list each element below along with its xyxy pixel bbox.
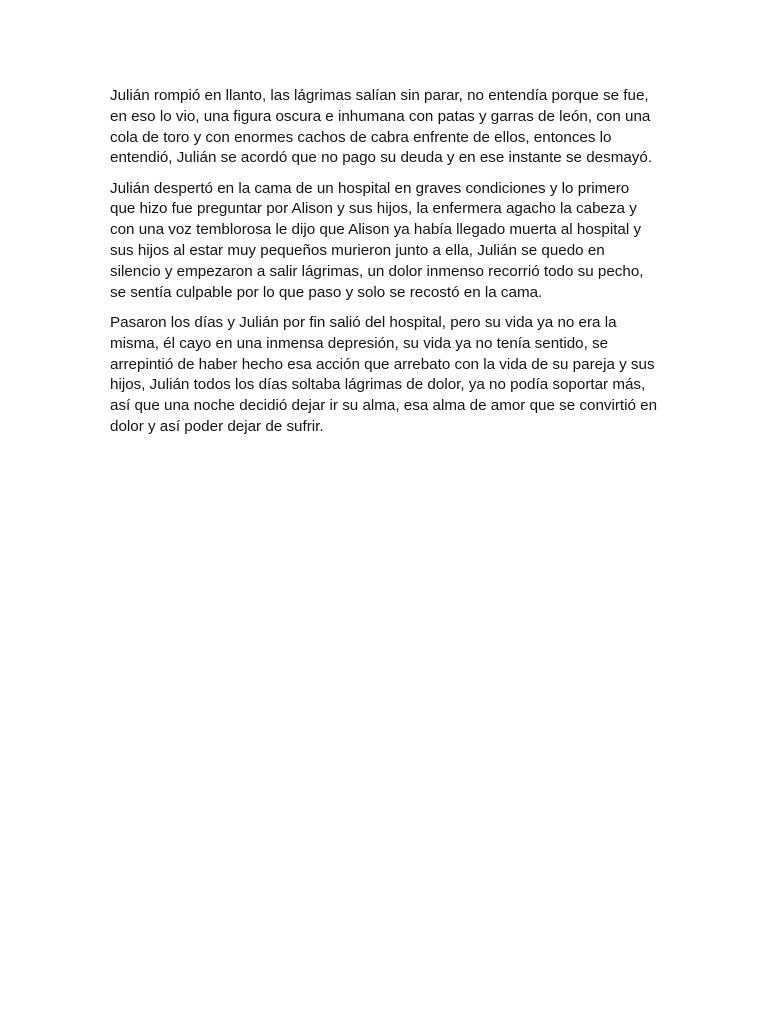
text-line: entendió, Julián se acordó que no pago su deuda y en ese instante se desmayó. — [110, 149, 653, 167]
text-line: así que una noche decidió dejar ir su alma, esa alma de amor que se convirtió en — [110, 397, 658, 415]
paragraph — [110, 86, 662, 169]
text-line: cola de toro y con enormes cachos de cabra enfrente de ellos, entonces lo — [110, 128, 612, 146]
text-line: con una voz temblorosa le dijo que Alison ya había llegado muerta al hospital y — [110, 221, 642, 239]
paragraph — [110, 179, 662, 304]
text-line: Pasaron los días y Julián por fin salió del hospital, pero su vida ya no era la — [110, 313, 617, 331]
text-line: arrepintió de haber hecho esa acción que arrebato con la vida de su pareja y sus — [110, 355, 655, 373]
text-line: Julián rompió en llanto, las lágrimas salían sin parar, no entendía porque se fue, — [110, 87, 649, 104]
text-line: en eso lo vio, una figura oscura e inhumana con patas y garras de león, con una — [110, 107, 651, 125]
text-line: que hizo fue preguntar por Alison y sus hijos, la enfermera agacho la cabeza y — [110, 200, 637, 218]
text-line: silencio y empezaron a salir lágrimas, un dolor inmenso recorrió todo su pecho, — [110, 262, 644, 280]
text-line: dolor y así poder dejar de sufrir. — [110, 417, 324, 435]
text-line: hijos, Julián todos los días soltaba lágrimas de dolor, ya no podía soportar más, — [110, 376, 646, 394]
text-line: misma, él cayo en una inmensa depresión, su vida ya no tenía sentido, se — [110, 334, 609, 352]
paragraph — [110, 313, 662, 438]
text-line: se sentía culpable por lo que paso y solo se recostó en la cama. — [110, 283, 543, 301]
document-body — [110, 86, 662, 447]
text-line: sus hijos al estar muy pequeños murieron junto a ella, Julián se quedo en — [110, 242, 605, 260]
text-line: Julián despertó en la cama de un hospital en graves condiciones y lo primero — [110, 179, 630, 197]
